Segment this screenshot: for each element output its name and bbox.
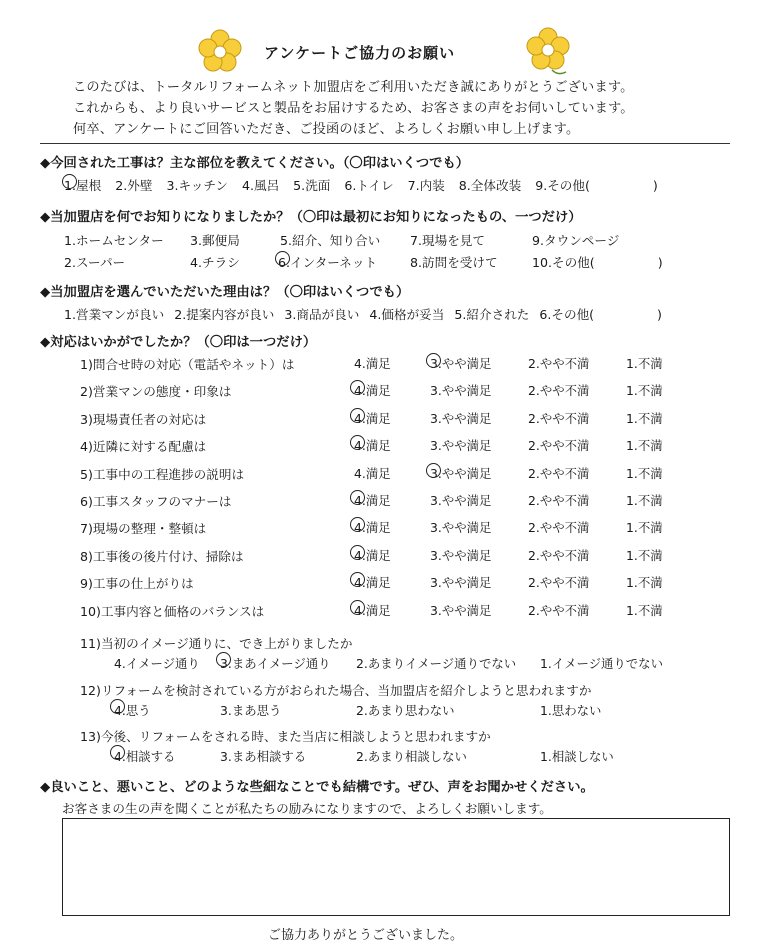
q1-option[interactable]: 2.外壁 [115,178,153,193]
rating-option[interactable]: 3.やや満足 [430,575,492,590]
q3-option[interactable]: 6.その他( ) [539,307,662,322]
intro-line: このたびは、トータルリフォームネット加盟店をご利用いただき誠にありがとうございます。 [73,80,634,95]
rating-option[interactable]: 4.満足 [354,438,391,453]
selection-circle [350,545,365,560]
selection-circle [62,174,77,189]
question-work-parts: ◆今回された工事は？主な部位を教えてください。（〇印はいくつでも） [40,156,470,171]
q2-option[interactable]: 9.タウンページ [532,233,620,248]
q11-option[interactable]: 1.イメージ通りでない [540,656,663,671]
comments-textarea[interactable] [62,818,730,916]
rating-option[interactable]: 2.やや不満 [528,520,590,535]
rating-option[interactable]: 3.やや満足 [430,356,492,371]
rating-option[interactable]: 3.やや満足 [430,411,492,426]
selection-circle [350,380,365,395]
selection-circle [110,745,125,760]
q1-option[interactable]: 4.風呂 [241,178,280,193]
flower-right-icon [524,26,572,78]
q11-option[interactable]: 4.イメージ通り [114,656,200,671]
selection-circle [110,699,125,714]
rating-option[interactable]: 4.満足 [354,411,391,426]
rating-option[interactable]: 3.やや満足 [430,466,492,481]
rating-option[interactable]: 4.満足 [354,493,391,508]
rating-option[interactable]: 4.満足 [354,603,391,618]
intro-line: これからも、より良いサービスと製品をお届けするため、お客さまの声をお伺いしています。 [73,101,634,116]
rating-option[interactable]: 2.やや不満 [528,603,590,618]
rating-item-label: 1)問合せ時の対応（電話やネット）は [80,357,295,372]
q2-option[interactable]: 5.紹介、知り合い [280,233,381,248]
q2-option[interactable]: 4.チラシ [190,255,240,270]
rating-option[interactable]: 4.満足 [354,383,391,398]
question-recommend: 12)リフォームを検討されている方がおられた場合、当加盟店を紹介しようと思われますか [80,683,592,698]
q2-option[interactable]: 8.訪問を受けて [410,255,498,270]
q3-option[interactable]: 5.紹介された [454,307,530,322]
rating-item-label: 4)近隣に対する配慮は [80,439,207,454]
selection-circle [216,652,231,667]
q2-option[interactable]: 10.その他( ) [532,255,663,270]
q11-option[interactable]: 3.まあイメージ通り [220,656,331,671]
rating-option[interactable]: 3.やや満足 [430,520,492,535]
q13-option[interactable]: 3.まあ相談する [220,749,307,764]
rating-option[interactable]: 2.やや不満 [528,356,590,371]
q3-option[interactable]: 3.商品が良い [284,307,360,322]
rating-option[interactable]: 1.不満 [626,356,663,371]
selection-circle [350,408,365,423]
selection-circle [350,517,365,532]
rating-item-label: 5)工事中の工程進捗の説明は [80,467,245,482]
q1-option[interactable]: 1.屋根 [64,178,102,193]
rating-option[interactable]: 4.満足 [354,520,391,535]
rating-option[interactable]: 1.不満 [626,493,663,508]
rating-option[interactable]: 2.やや不満 [528,411,590,426]
rating-option[interactable]: 2.やや不満 [528,575,590,590]
rating-item-label: 10)工事内容と価格のバランスは [80,604,265,619]
q3-option[interactable]: 4.価格が妥当 [369,307,445,322]
rating-option[interactable]: 3.やや満足 [430,603,492,618]
question-reason: ◆当加盟店を選んでいただいた理由は？（〇印はいくつでも） [40,285,410,300]
q12-option[interactable]: 4.思う [114,703,151,718]
q11-option[interactable]: 2.あまりイメージ通りでない [356,656,517,671]
selection-circle [350,572,365,587]
selection-circle [350,435,365,450]
q1-option[interactable]: 5.洗面 [293,178,331,193]
rating-option[interactable]: 2.やや不満 [528,466,590,481]
comments-heading: ◆良いこと、悪いこと、どのような些細なことでも結構です。ぜひ、声をお聞かせください。 [40,780,594,795]
rating-item-label: 7)現場の整理・整頓は [80,521,207,536]
q2-option[interactable]: 2.スーパー [64,255,126,270]
flower-left-icon [196,28,244,76]
q1-option[interactable]: 3.キッチン [166,178,228,193]
rating-option[interactable]: 2.やや不満 [528,438,590,453]
q1-option[interactable]: 8.全体改装 [458,178,522,193]
q3-option[interactable]: 2.提案内容が良い [174,307,275,322]
rating-option[interactable]: 1.不満 [626,466,663,481]
rating-option[interactable]: 1.不満 [626,603,663,618]
rating-option[interactable]: 1.不満 [626,548,663,563]
rating-option[interactable]: 4.満足 [354,356,391,371]
rating-option[interactable]: 3.やや満足 [430,548,492,563]
rating-option[interactable]: 1.不満 [626,411,663,426]
divider [40,143,730,144]
q1-options [64,175,658,194]
q2-option[interactable]: 6.インターネット [278,255,378,270]
question-service-rating: ◆対応はいかがでしたか？（〇印は一つだけ） [40,335,317,350]
rating-option[interactable]: 3.やや満足 [430,383,492,398]
q1-option[interactable]: 9.その他( ) [535,178,658,193]
rating-option[interactable]: 1.不満 [626,575,663,590]
q1-option[interactable]: 6.トイレ [344,178,394,193]
rating-option[interactable]: 2.やや不満 [528,548,590,563]
q13-option[interactable]: 1.相談しない [540,749,614,764]
q3-option[interactable]: 1.営業マンが良い [64,307,165,322]
intro-line: 何卒、アンケートにご回答いただき、ご投函のほど、よろしくお願い申し上げます。 [73,122,580,137]
question-how-known: ◆当加盟店を何でお知りになりましたか？（〇印は最初にお知りになったもの、一つだけ） [40,210,582,225]
selection-circle [426,463,441,478]
selection-circle [426,353,441,368]
rating-option[interactable]: 4.満足 [354,548,391,563]
rating-option[interactable]: 3.やや満足 [430,493,492,508]
page-title: アンケートご協力のお願い [264,44,456,62]
rating-item-label: 6)工事スタッフのマナーは [80,494,232,509]
q12-option[interactable]: 1.思わない [540,703,602,718]
q13-option[interactable]: 4.相談する [114,749,176,764]
rating-option[interactable]: 1.不満 [626,520,663,535]
rating-item-label: 3)現場責任者の対応は [80,412,207,427]
rating-item-label: 2)営業マンの態度・印象は [80,384,232,399]
question-consult-again: 13)今後、リフォームをされる時、また当店に相談しようと思われますか [80,729,491,744]
q13-option[interactable]: 2.あまり相談しない [356,749,467,764]
selection-circle [350,490,365,505]
comments-subtext: お客さまの生の声を聞くことが私たちの励みになりますので、よろしくお願いします。 [62,801,552,816]
rating-option[interactable]: 2.やや不満 [528,493,590,508]
rating-item-label: 8)工事後の後片付け、掃除は [80,549,244,564]
q2-option[interactable]: 1.ホームセンター [64,233,164,248]
rating-option[interactable]: 1.不満 [626,383,663,398]
q12-option[interactable]: 2.あまり思わない [356,703,455,718]
q2-option[interactable]: 7.現場を見て [410,233,485,248]
rating-option[interactable]: 4.満足 [354,575,391,590]
selection-circle [350,600,365,615]
rating-option[interactable]: 4.満足 [354,466,391,481]
q2-option[interactable]: 3.郵便局 [190,233,240,248]
q3-options [64,304,662,323]
question-image-match: 11)当初のイメージ通りに、でき上がりましたか [80,636,353,651]
rating-option[interactable]: 2.やや不満 [528,383,590,398]
rating-option[interactable]: 3.やや満足 [430,438,492,453]
selection-circle [275,251,290,266]
q1-option[interactable]: 7.内装 [407,178,445,193]
footer-thanks: ご協力ありがとうございました。 [268,928,464,943]
rating-item-label: 9)工事の仕上がりは [80,576,194,591]
q12-option[interactable]: 3.まあ思う [220,703,282,718]
rating-option[interactable]: 1.不満 [626,438,663,453]
